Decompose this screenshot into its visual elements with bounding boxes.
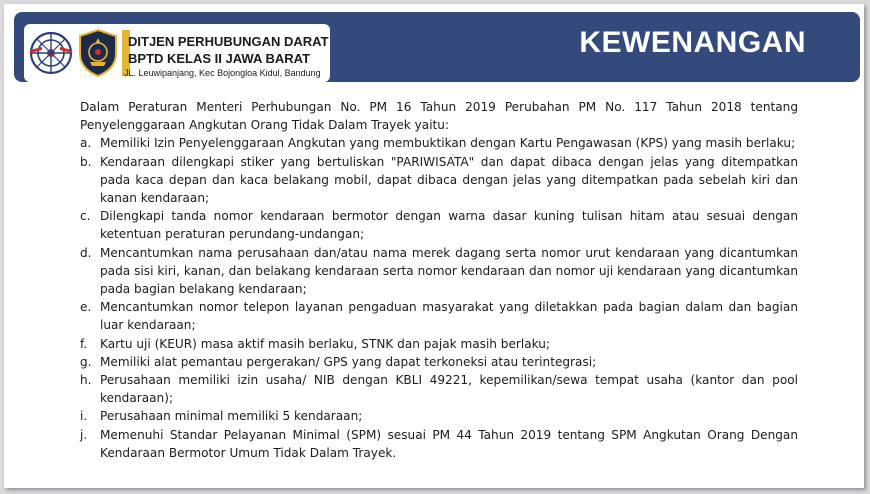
requirements-list (80, 134, 798, 462)
list-item (80, 207, 798, 243)
bptd-emblem-logo (76, 28, 120, 78)
list-marker: h. (80, 373, 92, 388)
list-item (80, 244, 798, 299)
list-marker: i. (80, 409, 88, 424)
org-unit: BPTD KELAS II JAWA BARAT (128, 51, 311, 66)
list-marker: j. (80, 427, 88, 442)
list-item-text: Mencantumkan nomor telepon layanan pengaduan masyarakat yang diletakkan pada bagian dalam dan bagian luar kendaraan; (100, 300, 798, 333)
header-bar (14, 12, 860, 82)
org-address: JL. Leuwipanjang, Kec Bojongloa Kidul, Bandung (124, 68, 321, 78)
page-title: KEWENANGAN (579, 26, 806, 59)
list-item-text: Kartu uji (KEUR) masa aktif masih berlaku, STNK dan pajak masih berlaku; (100, 336, 551, 351)
list-item-text: Perusahaan minimal memiliki 5 kendaraan; (100, 409, 363, 424)
list-marker: b. (80, 154, 92, 169)
logo-box (24, 24, 330, 82)
list-item-text: Memiliki alat pemantau pergerakan/ GPS yang dapat terkoneksi atau terintegrasi; (100, 354, 597, 369)
list-item (80, 134, 798, 152)
content-body (80, 98, 798, 462)
list-item-text: Dilengkapi tanda nomor kendaraan bermotor dengan warna dasar kuning tulisan hitam atau sesuai dengan ketentuan peraturan perundang-undangan; (100, 209, 798, 242)
slide (4, 4, 864, 488)
list-marker: c. (80, 209, 91, 224)
list-marker: e. (80, 300, 92, 315)
list-item-text: Kendaraan dilengkapi stiker yang bertuliskan "PARIWISATA" dan dapat dibaca dengan jelas yang ditempatkan pada kaca depan dan kaca belakang mobil, dapat dibaca dengan jelas yang ditempatkan pada sebelah kiri dan kanan kendaraan; (100, 154, 798, 206)
list-item (80, 298, 798, 334)
list-item (80, 426, 798, 462)
list-item-text: Mencantumkan nama perusahaan dan/atau nama merek dagang serta nomor urut kendaraan yang dicantumkan pada sisi kiri, kanan, dan belakang kendaraan serta nomor kendaraan dan nomor uji kendaraan yang dicantumkan pada bagian belakang kendaraan; (100, 245, 798, 297)
intro-paragraph: Dalam Peraturan Menteri Perhubungan No. PM 16 Tahun 2019 Perubahan PM No. 117 Tahun 2018 tentang Penyelenggaraan Angkutan Orang Tidak Dalam Trayek yaitu: (80, 100, 798, 133)
list-item-text: Memenuhi Standar Pelayanan Minimal (SPM) sesuai PM 44 Tahun 2019 tentang SPM Angkutan Orang Dengan Kendaraan Bermotor Umum Tidak Dalam Trayek. (100, 427, 798, 460)
list-item-text: Memiliki Izin Penyelenggaraan Angkutan yang membuktikan dengan Kartu Pengawasan (KPS) yang masih berlaku; (100, 136, 796, 151)
list-item (80, 335, 798, 353)
org-name: DITJEN PERHUBUNGAN DARAT (128, 34, 329, 49)
list-item (80, 153, 798, 208)
wheel-wings-logo (28, 30, 74, 76)
list-marker: d. (80, 245, 92, 260)
list-marker: g. (80, 354, 92, 369)
list-marker: a. (80, 136, 92, 151)
list-item (80, 371, 798, 407)
list-item (80, 407, 798, 425)
list-marker: f. (80, 336, 88, 351)
list-item (80, 353, 798, 371)
list-item-text: Perusahaan memiliki izin usaha/ NIB dengan KBLI 49221, kepemilikan/sewa tempat usaha (kantor dan pool kendaraan); (100, 373, 798, 406)
